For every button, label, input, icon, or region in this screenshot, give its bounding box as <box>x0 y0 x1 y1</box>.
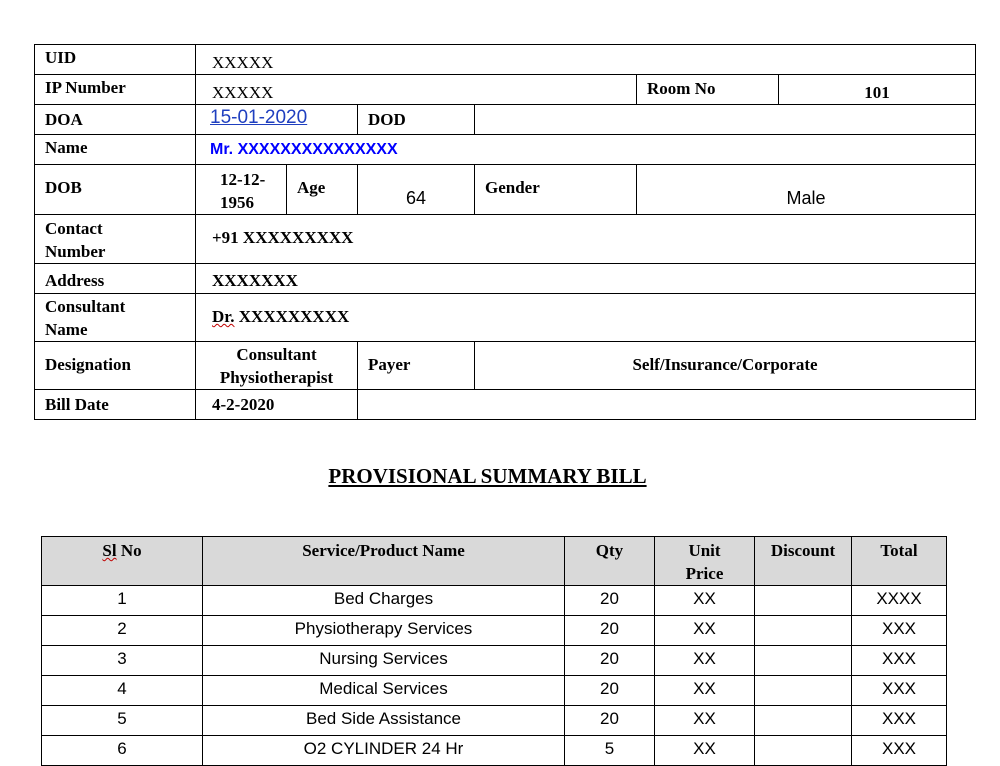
contact-label-line2: Number <box>45 242 106 261</box>
service-cell: Medical Services <box>203 676 565 706</box>
consultant-label-line2: Name <box>45 320 88 339</box>
designation-label: Designation <box>35 342 196 390</box>
room-no-value: 101 <box>779 75 976 105</box>
service-cell: O2 CYLINDER 24 Hr <box>203 736 565 766</box>
designation-value-line2: Physiotherapist <box>219 368 334 387</box>
consultant-row <box>35 294 976 342</box>
uid-row <box>35 45 976 75</box>
col-unit-price-line2: Price <box>685 564 724 583</box>
contact-label <box>35 215 196 264</box>
bill-table-header <box>42 537 947 586</box>
col-sl-prefix: Sl <box>102 541 117 560</box>
consultant-value-cell <box>196 294 976 342</box>
table-row <box>42 706 947 736</box>
qty-cell: 20 <box>565 676 655 706</box>
table-row <box>42 646 947 676</box>
consultant-prefix: Dr. <box>212 307 235 326</box>
unit-price-cell: XX <box>655 586 755 616</box>
total-cell: XXX <box>852 676 947 706</box>
uid-value: XXXXX <box>196 45 976 75</box>
sl-no-cell: 2 <box>42 616 203 646</box>
dob-value-line2: 1956 <box>220 193 254 212</box>
dod-value <box>475 105 976 135</box>
age-label: Age <box>287 165 358 215</box>
table-row <box>42 586 947 616</box>
table-row <box>42 676 947 706</box>
service-cell: Bed Charges <box>203 586 565 616</box>
col-unit-price-line1: Unit <box>688 541 721 560</box>
room-no-label: Room No <box>637 75 779 105</box>
consultant-label-line1: Consultant <box>45 297 126 316</box>
patient-details-table <box>34 44 976 420</box>
col-sl-suffix: No <box>116 541 142 560</box>
discount-cell <box>755 736 852 766</box>
ip-number-label: IP Number <box>35 75 196 105</box>
dob-label: DOB <box>35 165 196 215</box>
service-cell: Nursing Services <box>203 646 565 676</box>
dob-row <box>35 165 976 215</box>
sl-no-cell: 5 <box>42 706 203 736</box>
name-row <box>35 135 976 165</box>
total-cell: XXX <box>852 706 947 736</box>
age-value: 64 <box>358 165 475 215</box>
unit-price-cell: XX <box>655 616 755 646</box>
dob-value-line1: 12-12- <box>220 170 266 189</box>
doa-row <box>35 105 976 135</box>
unit-price-cell: XX <box>655 706 755 736</box>
contact-label-line1: Contact <box>45 219 103 238</box>
qty-cell: 20 <box>565 616 655 646</box>
designation-value-line1: Consultant <box>236 345 317 364</box>
col-discount-header: Discount <box>755 537 852 586</box>
col-service-header: Service/Product Name <box>203 537 565 586</box>
unit-price-cell: XX <box>655 676 755 706</box>
contact-value: +91 XXXXXXXXX <box>196 215 976 264</box>
service-cell: Physiotherapy Services <box>203 616 565 646</box>
doa-value[interactable]: 15-01-2020 <box>210 107 308 128</box>
payer-label: Payer <box>358 342 475 390</box>
col-sl-no-header <box>42 537 203 586</box>
bill-date-value: 4-2-2020 <box>196 390 358 420</box>
discount-cell <box>755 586 852 616</box>
address-label: Address <box>35 264 196 294</box>
sl-no-cell: 4 <box>42 676 203 706</box>
bill-rows <box>42 586 947 766</box>
doa-label: DOA <box>35 105 196 135</box>
total-cell: XXX <box>852 646 947 676</box>
gender-label: Gender <box>475 165 637 215</box>
col-qty-header: Qty <box>565 537 655 586</box>
qty-cell: 20 <box>565 586 655 616</box>
col-total-header: Total <box>852 537 947 586</box>
sl-no-cell: 1 <box>42 586 203 616</box>
designation-row <box>35 342 976 390</box>
discount-cell <box>755 646 852 676</box>
ip-row <box>35 75 976 105</box>
qty-cell: 5 <box>565 736 655 766</box>
bill-table <box>41 536 947 766</box>
discount-cell <box>755 676 852 706</box>
contact-row <box>35 215 976 264</box>
designation-value <box>196 342 358 390</box>
qty-cell: 20 <box>565 646 655 676</box>
dob-value <box>196 165 287 215</box>
address-value: XXXXXXX <box>196 264 976 294</box>
bill-title: PROVISIONAL SUMMARY BILL <box>328 464 647 488</box>
table-row <box>42 616 947 646</box>
dod-label: DOD <box>358 105 475 135</box>
payer-value: Self/Insurance/Corporate <box>475 342 976 390</box>
total-cell: XXXX <box>852 586 947 616</box>
patient-name-value: Mr. XXXXXXXXXXXXXXX <box>196 135 976 165</box>
discount-cell <box>755 616 852 646</box>
sl-no-cell: 6 <box>42 736 203 766</box>
total-cell: XXX <box>852 616 947 646</box>
col-unit-price-header <box>655 537 755 586</box>
consultant-value: XXXXXXXXX <box>234 307 350 326</box>
unit-price-cell: XX <box>655 646 755 676</box>
doa-value-cell <box>196 105 358 135</box>
uid-label: UID <box>35 45 196 75</box>
unit-price-cell: XX <box>655 736 755 766</box>
bill-date-row <box>35 390 976 420</box>
total-cell: XXX <box>852 736 947 766</box>
table-row <box>42 736 947 766</box>
qty-cell: 20 <box>565 706 655 736</box>
bill-date-empty <box>358 390 976 420</box>
ip-number-value: XXXXX <box>196 75 637 105</box>
service-cell: Bed Side Assistance <box>203 706 565 736</box>
consultant-label <box>35 294 196 342</box>
discount-cell <box>755 706 852 736</box>
name-label: Name <box>35 135 196 165</box>
address-row <box>35 264 976 294</box>
bill-date-label: Bill Date <box>35 390 196 420</box>
gender-value: Male <box>637 165 976 215</box>
sl-no-cell: 3 <box>42 646 203 676</box>
